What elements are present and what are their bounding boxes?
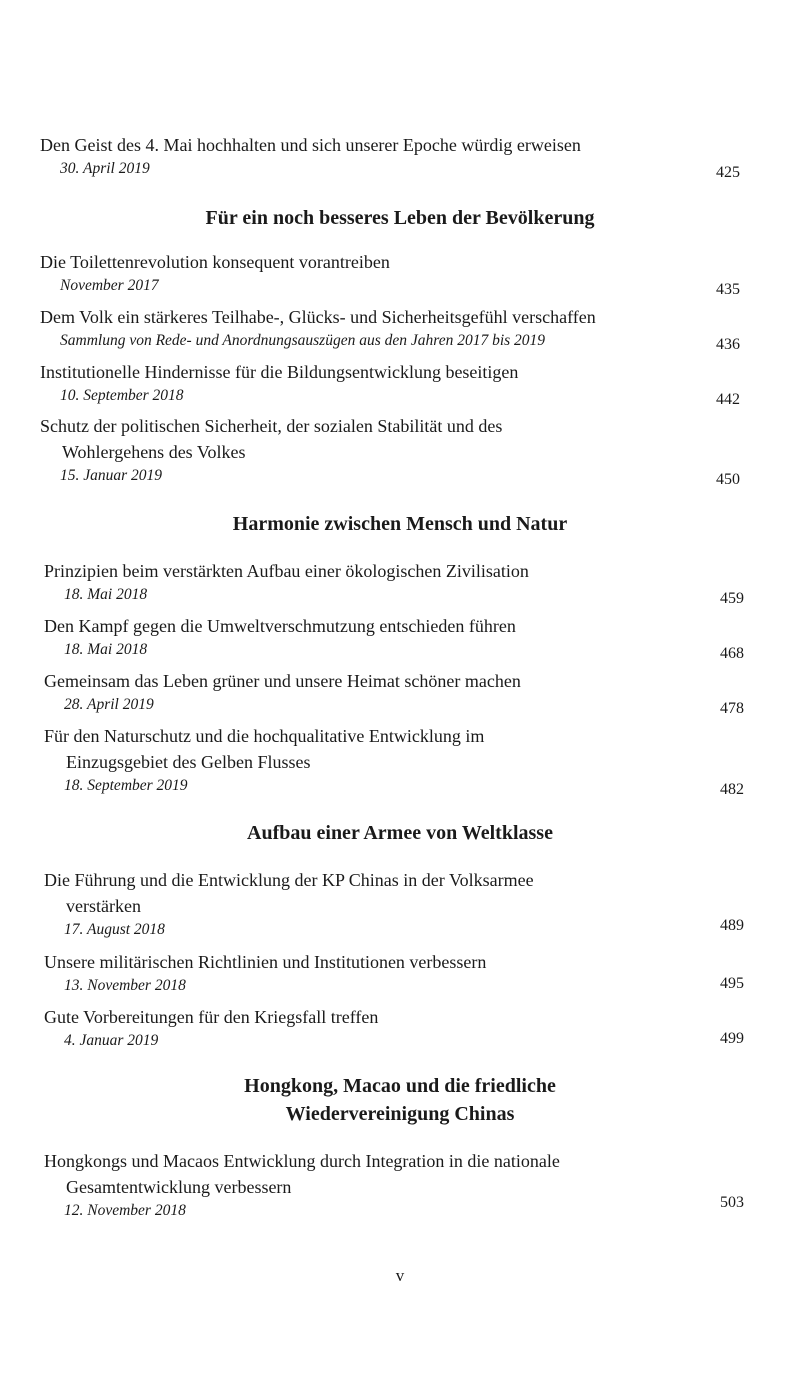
entry-page-number: 503 <box>720 1194 744 1211</box>
section-heading: Harmonie zwischen Mensch und Natur <box>232 513 568 535</box>
toc-entry[interactable] <box>44 1148 744 1222</box>
entry-title: Institutionelle Hindernisse für die Bildungsentwicklung beseitigen <box>40 362 519 382</box>
entry-page-number: 435 <box>716 281 740 298</box>
entry-page-number: 499 <box>720 1030 744 1047</box>
section-heading: Für ein noch besseres Leben der Bevölkerung <box>205 207 595 229</box>
entry-page-number: 468 <box>720 645 744 662</box>
entry-date: 18. September 2019 <box>64 777 188 794</box>
section-heading: Hongkong, Macao und die friedliche Wiedervereinigung Chinas <box>244 1075 556 1125</box>
entry-title-continuation: Gesamtentwicklung verbessern <box>66 1177 292 1197</box>
toc-entry[interactable] <box>40 132 740 180</box>
toc-entry[interactable] <box>40 249 740 297</box>
entry-date: 13. November 2018 <box>64 977 186 994</box>
entry-title <box>44 867 744 919</box>
toc-entry[interactable] <box>40 359 740 407</box>
toc-entry[interactable] <box>44 558 744 606</box>
entry-title-line: Für den Naturschutz und die hochqualitative Entwicklung im <box>44 726 485 746</box>
entry-date: 28. April 2019 <box>64 696 154 713</box>
toc-entry[interactable] <box>40 304 740 352</box>
entry-title-continuation: Wohlergehens des Volkes <box>62 442 246 462</box>
entry-page-number: 482 <box>720 781 744 798</box>
page-folio: v <box>395 1266 405 1285</box>
entry-page-number: 489 <box>720 917 744 934</box>
entry-page-number: 442 <box>716 391 740 408</box>
entry-date: 18. Mai 2018 <box>64 641 148 658</box>
entry-title-continuation: Einzugsgebiet des Gelben Flusses <box>66 752 311 772</box>
toc-entry[interactable] <box>44 723 744 797</box>
entry-title <box>40 413 740 465</box>
entry-date: 30. April 2019 <box>60 160 150 177</box>
entry-title-line: Schutz der politischen Sicherheit, der sozialen Stabilität und des <box>40 416 503 436</box>
entry-title: Gute Vorbereitungen für den Kriegsfall treffen <box>44 1007 379 1027</box>
entry-title: Die Toilettenrevolution konsequent vorantreiben <box>40 252 390 272</box>
entry-date: 18. Mai 2018 <box>64 586 148 603</box>
entry-title-line: Die Führung und die Entwicklung der KP Chinas in der Volksarmee <box>44 870 534 890</box>
toc-entry[interactable] <box>40 413 740 487</box>
entry-page-number: 495 <box>720 975 744 992</box>
entry-date: 4. Januar 2019 <box>64 1032 159 1049</box>
toc-entry[interactable] <box>44 949 744 997</box>
entry-page-number: 478 <box>720 700 744 717</box>
entry-date: 15. Januar 2019 <box>60 467 163 484</box>
toc-entry[interactable] <box>44 1004 744 1052</box>
entry-page-number: 436 <box>716 336 740 353</box>
entry-date: November 2017 <box>60 277 159 294</box>
entry-title: Den Geist des 4. Mai hochhalten und sich unserer Epoche würdig erweisen <box>40 135 581 155</box>
toc-entry[interactable] <box>44 867 744 941</box>
entry-date: Sammlung von Rede- und Anordnungsauszügen aus den Jahren 2017 bis 2019 <box>60 332 546 349</box>
entry-title-continuation: verstärken <box>66 896 141 916</box>
toc-entry[interactable] <box>44 668 744 716</box>
entry-date: 17. August 2018 <box>64 921 165 938</box>
entry-title: Prinzipien beim verstärkten Aufbau einer ökologischen Zivilisation <box>44 561 529 581</box>
entry-date: 12. November 2018 <box>64 1202 186 1219</box>
entry-title-line: Hongkongs und Macaos Entwicklung durch Integration in die nationale <box>44 1151 560 1171</box>
entry-title: Unsere militärischen Richtlinien und Institutionen verbessern <box>44 952 487 972</box>
entry-title: Gemeinsam das Leben grüner und unsere Heimat schöner machen <box>44 671 521 691</box>
entry-page-number: 425 <box>716 164 740 181</box>
entry-title <box>44 723 744 775</box>
entry-date: 10. September 2018 <box>60 387 184 404</box>
entry-title <box>44 1148 744 1200</box>
entry-page-number: 450 <box>716 471 740 488</box>
entry-title: Dem Volk ein stärkeres Teilhabe-, Glücks- und Sicherheitsgefühl verschaffen <box>40 307 596 327</box>
entry-page-number: 459 <box>720 590 744 607</box>
toc-entry[interactable] <box>44 613 744 661</box>
section-heading: Aufbau einer Armee von Weltklasse <box>247 822 553 844</box>
entry-title: Den Kampf gegen die Umweltverschmutzung entschieden führen <box>44 616 516 636</box>
